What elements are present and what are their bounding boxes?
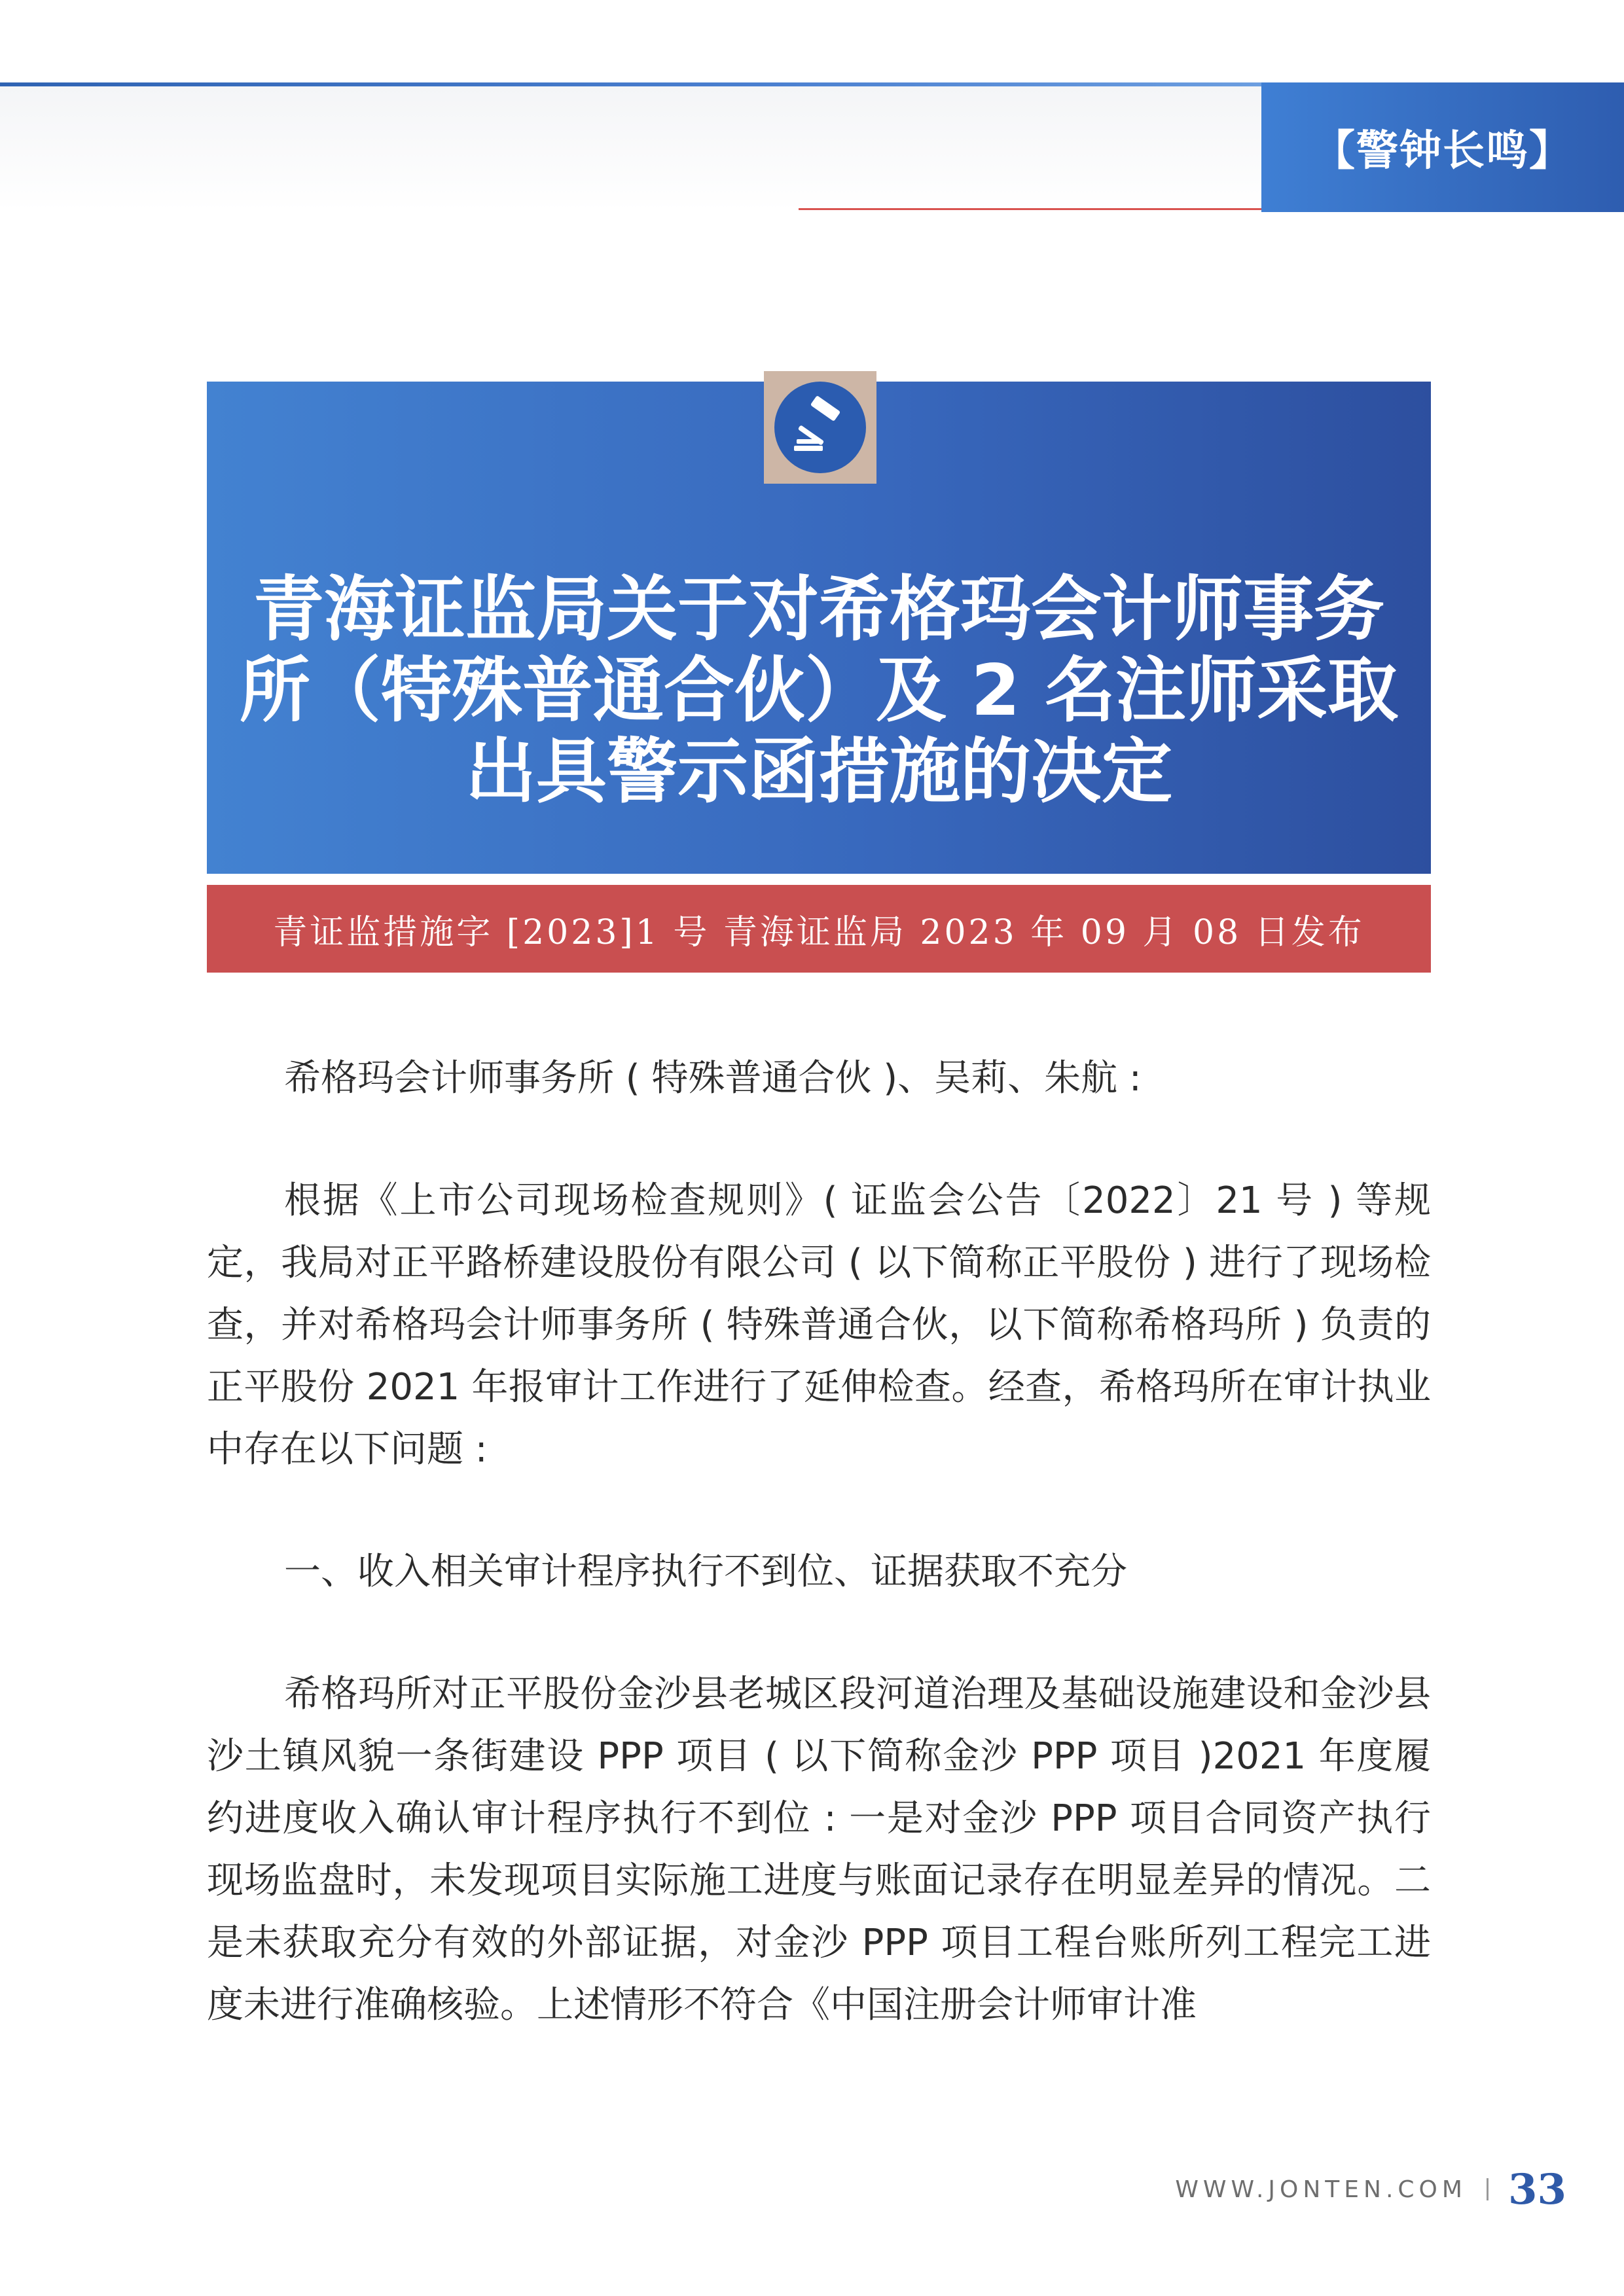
footer-divider	[1487, 2178, 1489, 2200]
page-title: 青海证监局关于对希格玛会计师事务所（特殊普通合伙）及 2 名注师采取出具警示函措施的决定	[239, 569, 1399, 813]
header-accent-line	[799, 208, 1263, 210]
header-band	[0, 86, 1263, 211]
section-tag-label: 【警钟长鸣】	[1313, 126, 1572, 175]
document-number-bar	[207, 885, 1431, 973]
paragraph: 根据《上市公司现场检查规则》( 证监会公告〔2022〕21 号 ) 等规定，我局对正平路桥建设股份有限公司 ( 以下简称正平股份 ) 进行了现场检查，并对希格玛会计师事务所 ( 特殊普通合伙，以下简称希格玛所 ) 负责的正平股份 2021 年报审计工作进行了延伸检查。经查，希格玛所在审计执业中存在以下问题 :	[207, 1179, 1431, 1471]
salutation: 希格玛会计师事务所 ( 特殊普通合伙 )、吴莉、朱航 :	[284, 1057, 1142, 1100]
page-footer	[1175, 2163, 1566, 2215]
document-number: 青证监措施字 [2023]1 号 青海证监局 2023 年 09 月 08 日发布	[273, 912, 1365, 952]
gavel-icon	[789, 396, 852, 459]
section-heading: 一、收入相关审计程序执行不到位、证据获取不充分	[284, 1551, 1127, 1593]
article-body	[207, 1047, 1431, 2036]
section-tag	[1261, 82, 1624, 212]
emblem	[764, 371, 876, 484]
page-number: 33	[1507, 2164, 1566, 2214]
website-link[interactable]: WWW.JONTEN.COM	[1175, 2176, 1467, 2203]
emblem-disk	[774, 382, 866, 473]
paragraph: 希格玛所对正平股份金沙县老城区段河道治理及基础设施建设和金沙县沙土镇风貌一条街建设 PPP 项目 ( 以下简称金沙 PPP 项目 )2021 年度履约进度收入确认审计程序执行不到位 : 一是对金沙 PPP 项目合同资产执行现场监盘时，未发现项目实际施工进度与账面记录存在明显差异的情况。二是未获取充分有效的外部证据，对金沙 PPP 项目工程台账所列工程完工进度未进行准确核验。上述情形不符合《中国注册会计师审计准	[207, 1673, 1431, 2026]
